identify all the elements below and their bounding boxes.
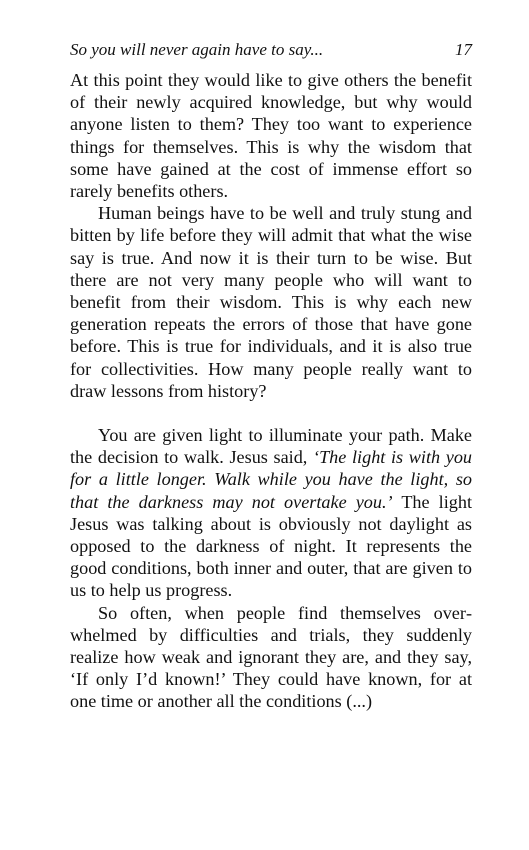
book-page: [70, 40, 472, 713]
paragraph-3-rest: The light Jesus was talking about is obviously not daylight as opposed to the darkness of night. It represents the good conditions, both inner and outer, that are given to us to help us progress.: [70, 491, 473, 601]
scripture-quote: ‘The light is with you for a little longer. Walk while you have the light, so that the darkness may not overtake you.’: [70, 447, 473, 512]
paragraph-3-intro: You are given light to illuminate your path. Make the decision to walk. Jesus said,: [70, 425, 472, 468]
page-number: 17: [455, 40, 472, 59]
paragraph-2: Human beings have to be well and truly stung and bitten by life before they will admit that what the wise say is true. And now it is their turn to be wise. But there are not very many people who will want to benefit from their wisdom. This is why each new generation repeats the errors of those that have gone before. This is true for individuals, and it is also true for collectivities. How many people really want to draw lessons from history?: [70, 203, 472, 401]
paragraph-4: So often, when people find themselves overwhelmed by difficulties and trials, they suddenly realize how weak and ignorant they are, and they say, ‘If only I’d known!’ They could have known, for at one time or another all the conditions (...): [70, 602, 472, 712]
paragraph-3: [70, 424, 472, 602]
paragraph-1: At this point they would like to give others the benefit of their newly acquired knowledge, but why would anyone listen to them? They too want to experience things for themselves. This is why the wisdom that some have gained at the cost of immense effort so rarely benefits others.: [70, 70, 472, 202]
running-header: [70, 40, 472, 60]
running-title: So you will never again have to say...: [70, 40, 324, 59]
